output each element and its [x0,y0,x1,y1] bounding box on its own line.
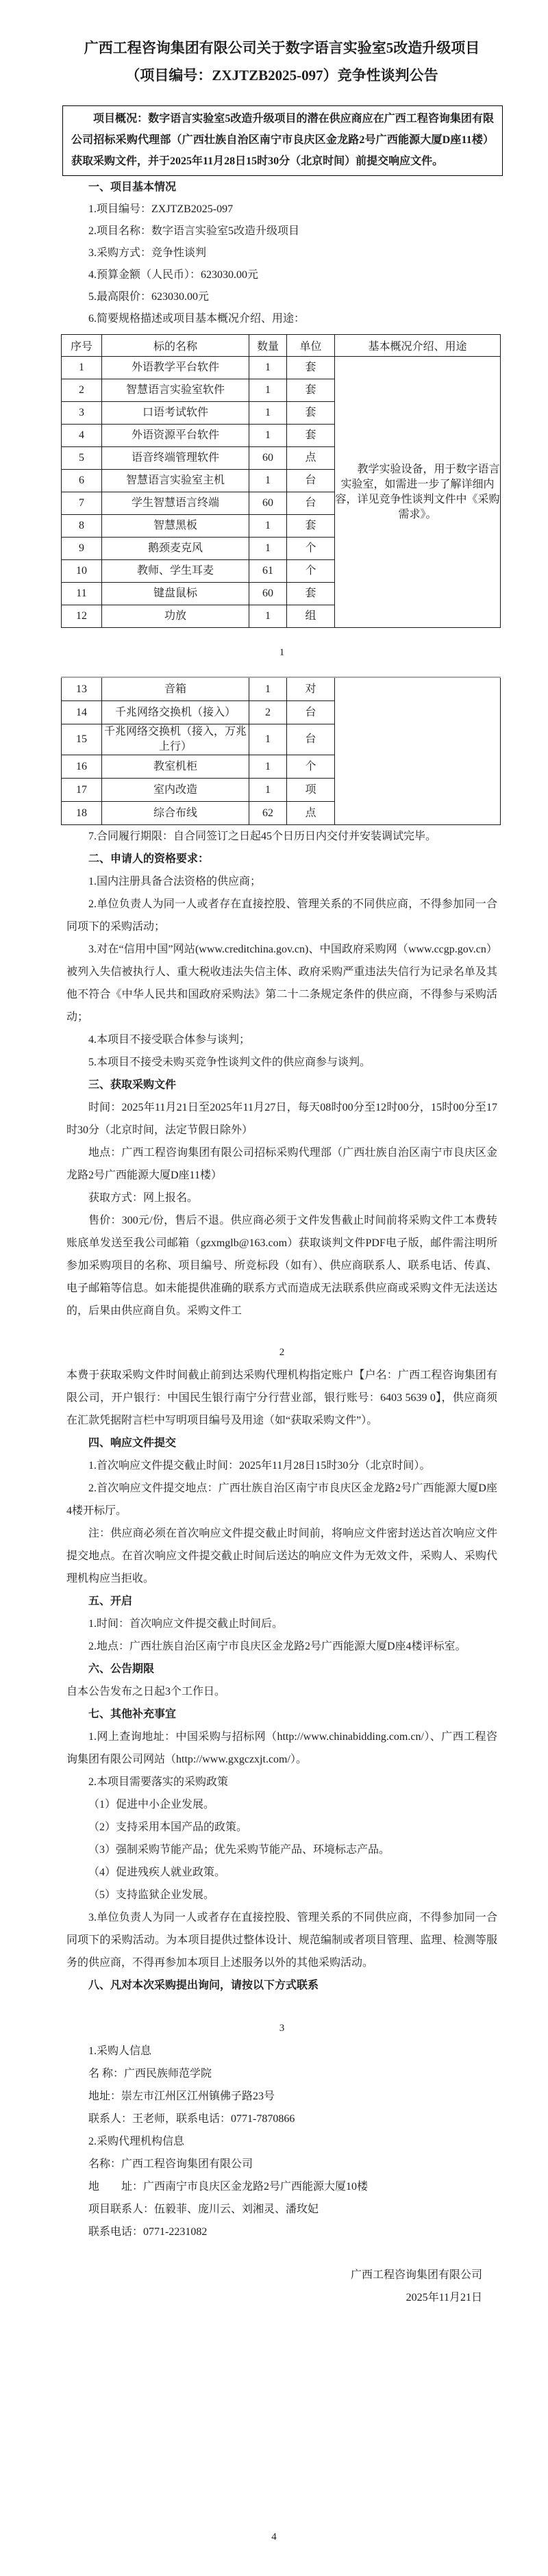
page-number-2: 2 [279,1347,285,1358]
procurement-method: 3.采购方式：竞争性谈判 [88,247,207,259]
opening-place: 2.地点：广西壮族自治区南宁市良庆区金龙路2号广西能源大厦D座4楼评标室。 [88,1641,466,1652]
section1-heading: 一、项目基本情况 [88,181,177,193]
agency-address: 地 址：广西南宁市良庆区金龙路2号广西能源大厦10楼 [88,2181,369,2193]
responsibility-rule: 3.单位负责人为同一人或者存在直接控股、管理关系的不同供应商，不得参加同一合同项下的采购活动。为本项目提供过整体设计、规范编制或者项目管理、监理、检测等服务的供应商，不得再参加本项目上述服务以外的其他采购活动。 [66,1912,497,1969]
items-table-continued [61,677,501,825]
table-row: 11 键盘鼠标 60 套 [62,583,501,605]
title-line-1: 广西工程咨询集团有限公司关于数字语言实验室5改造升级项目 [84,40,480,56]
table-row: 7 学生智慧语言终端 60 台 [62,492,501,515]
table-note: 教学实验设备，用于数字语言实验室，如需进一步了解详细内容，详见竞争性谈判文件中《采购需求》。 [335,357,501,628]
policy-item: （3）强制采购节能产品；优先采购节能产品、环境标志产品。 [88,1844,390,1856]
table-row: 18 综合布线 62 点 [62,802,501,825]
col-header-unit: 单位 [287,335,335,357]
policy-item: （5）支持监狱企业发展。 [88,1889,215,1901]
project-number: 1.项目编号：ZXJTZB2025-097 [88,203,234,215]
document-price-part1: 售价：300元/份，售后不退。供应商必须于文件发售截止时间前将采购文件工本费转账底单发送至我公司邮箱（gzxmglb@163.com）获取谈判文件PDF电子版，邮件需注明所参加采购项目的名称、项目编号、所竞标段（如有）、供应商联系人、联系电话、传真、电子邮箱等信息。如未能提供准确的联系方式而造成无法联系供应商或采购文件无法送达的，后果由供应商自负。采购文件工 [66,1215,497,1317]
qualification-item: 2.单位负责人为同一人或者存在直接控股、管理关系的不同供应商，不得参加同一合同项下的采购活动； [66,898,497,933]
buyer-info-heading: 1.采购人信息 [88,2045,152,2057]
policy-item: （1）促进中小企业发展。 [88,1799,215,1810]
section7-heading: 七、其他补充事宜 [88,1708,177,1720]
section4-heading: 四、响应文件提交 [88,1437,177,1449]
qualification-item: 1.国内注册具备合法资格的供应商； [88,876,262,887]
spec-intro-label: 6.简要规格描述或项目基本概况介绍、用途： [88,313,306,325]
page-number-4: 4 [271,2531,277,2542]
buyer-address: 地址：崇左市江州区江州镇佛子路23号 [88,2091,275,2102]
page-number-1: 1 [279,647,285,658]
submission-place: 2.首次响应文件提交地点：广西壮族自治区南宁市良庆区金龙路2号广西能源大厦D座4楼开标厅。 [66,1482,497,1517]
max-price: 5.最高限价：623030.00元 [88,291,210,303]
table-row: 14 千兆网络交换机（接入） 2 台 [62,701,501,724]
document-method: 获取方式：网上报名。 [88,1192,199,1204]
table-row: 1 外语教学平台软件 1 套 教学实验设备，用于数字语言实验室，如需进一步了解详细内容，详见竞争性谈判文件中《采购需求》。 [62,357,501,379]
qualification-item: 4.本项目不接受联合体参与谈判； [88,1034,251,1046]
table-row: 6 智慧语言实验室主机 1 台 [62,470,501,492]
document-price-part2: 本费于获取采购文件时间截止前到达采购代理机构指定账户【户名：广西工程咨询集团有限公司，开户银行：中国民生银行南宁分行营业部，银行账号：6403 5639 0】，供应商须在汇款凭据附言栏中写明项目编号及用途（如“获取采购文件”）。 [66,1369,497,1426]
opening-time: 1.时间：首次响应文件提交截止时间后。 [88,1618,284,1630]
table-row: 12 功放 1 组 [62,605,501,628]
document-time: 时间：2025年11月21日至2025年11月27日，每天08时00分至12时00分，15时00分至17时30分（北京时间，法定节假日除外） [66,1102,497,1136]
col-header-seq: 序号 [62,335,102,357]
table-row: 15 千兆网络交换机（接入，万兆上行） 1 台 [62,724,501,755]
agency-name: 名称：广西工程咨询集团有限公司 [88,2158,253,2170]
table-row: 13 音箱 1 对 [62,677,501,701]
procurement-policy-label: 2.本项目需要落实的采购政策 [88,1776,229,1788]
agency-info-heading: 2.采购代理机构信息 [88,2136,185,2147]
qualification-item: 3.对在“信用中国”网站(www.creditchina.gov.cn)、中国政府采购网（www.ccgp.gov.cn）被列入失信被执行人、重大税收违法失信主体、政府采购严重违法失信行为记录名单及其他不符合《中华人民共和国政府采购法》第二十二条规定条件的供应商，不得参与采购活动； [66,944,497,1023]
section2-heading: 二、申请人的资格要求： [88,853,210,865]
signature-block [66,2264,497,2309]
table-header-row [62,335,501,357]
section5-heading: 五、开启 [88,1595,133,1607]
page-title [66,34,497,89]
submission-deadline: 1.首次响应文件提交截止时间：2025年11月28日15时30分（北京时间）。 [88,1460,431,1472]
online-query-address: 1.网上查询地址：中国采购与招标网（http://www.chinabidding.com.cn/）、广西工程咨询集团有限公司网站（http://www.gxgczxjt.com/）。 [66,1731,497,1765]
page-number-3: 3 [279,2023,285,2034]
col-header-desc: 基本概况介绍、用途 [335,335,501,357]
buyer-contact: 联系人：王老师，联系电话：0771-7870866 [88,2113,295,2125]
table-note-empty [335,677,501,825]
section6-heading: 六、公告期限 [88,1663,155,1675]
signature-date: 2025年11月21日 [406,2292,482,2303]
table-row: 8 智慧黑板 1 套 [62,515,501,538]
col-header-qty: 数量 [249,335,287,357]
table-row: 16 教室机柜 1 个 [62,755,501,779]
project-name: 2.项目名称：数字语言实验室5改造升级项目 [88,225,300,237]
policy-item: （4）促进残疾人就业政策。 [88,1867,226,1878]
project-overview-box [62,105,503,176]
project-overview-text: 项目概况：数字语言实验室5改造升级项目的潜在供应商应在广西工程咨询集团有限公司招标采购代理部（广西壮族自治区南宁市良庆区金龙路2号广西能源大厦D座11楼）获取采购文件，并于2025年11月28日15时30分（北京时间）前提交响应文件。 [71,113,494,167]
table-row: 9 鹅颈麦克风 1 个 [62,538,501,560]
buyer-name: 名 称：广西民族师范学院 [88,2068,212,2080]
table-row: 3 口语考试软件 1 套 [62,402,501,425]
section8-heading: 八、凡对本次采购提出询问，请按以下方式联系 [88,1980,319,1991]
table-row: 2 智慧语言实验室软件 1 套 [62,379,501,402]
qualification-item: 5.本项目不接受未购买竞争性谈判文件的供应商参与谈判。 [88,1057,371,1068]
agency-contact: 项目联系人：伍毅菲、庞川云、刘湘灵、潘玫妃 [88,2204,319,2215]
document-place: 地点：广西工程咨询集团有限公司招标采购代理部（广西壮族自治区南宁市良庆区金龙路2号广西能源大厦D座11楼） [66,1147,497,1181]
contract-period: 7.合同履行期限：自合同签订之日起45个日历日内交付并安装调试完毕。 [88,831,437,842]
section3-heading: 三、获取采购文件 [88,1079,177,1091]
title-line-2: （项目编号：ZXJTZB2025-097）竞争性谈判公告 [125,67,438,84]
submission-note: 注：供应商必须在首次响应文件提交截止时间前，将响应文件密封送达首次响应文件提交地点。在首次响应文件提交截止时间后送达的响应文件为无效文件，采购人、采购代理机构应当拒收。 [66,1528,497,1584]
budget-amount: 4.预算金额（人民币）：623030.00元 [88,269,259,281]
table-row: 5 语音终端管理软件 60 点 [62,447,501,470]
agency-phone: 联系电话：0771-2231082 [88,2226,208,2238]
policy-item: （2）支持采用本国产品的政策。 [88,1821,248,1833]
signature-company: 广西工程咨询集团有限公司 [350,2269,482,2281]
col-header-name: 标的名称 [102,335,249,357]
table-row: 17 室内改造 1 项 [62,779,501,802]
items-table [61,334,501,628]
table-row: 10 教师、学生耳麦 61 个 [62,560,501,583]
table-row: 4 外语资源平台软件 1 套 [62,425,501,447]
announcement-period: 自本公告发布之日起3个工作日。 [66,1686,226,1697]
